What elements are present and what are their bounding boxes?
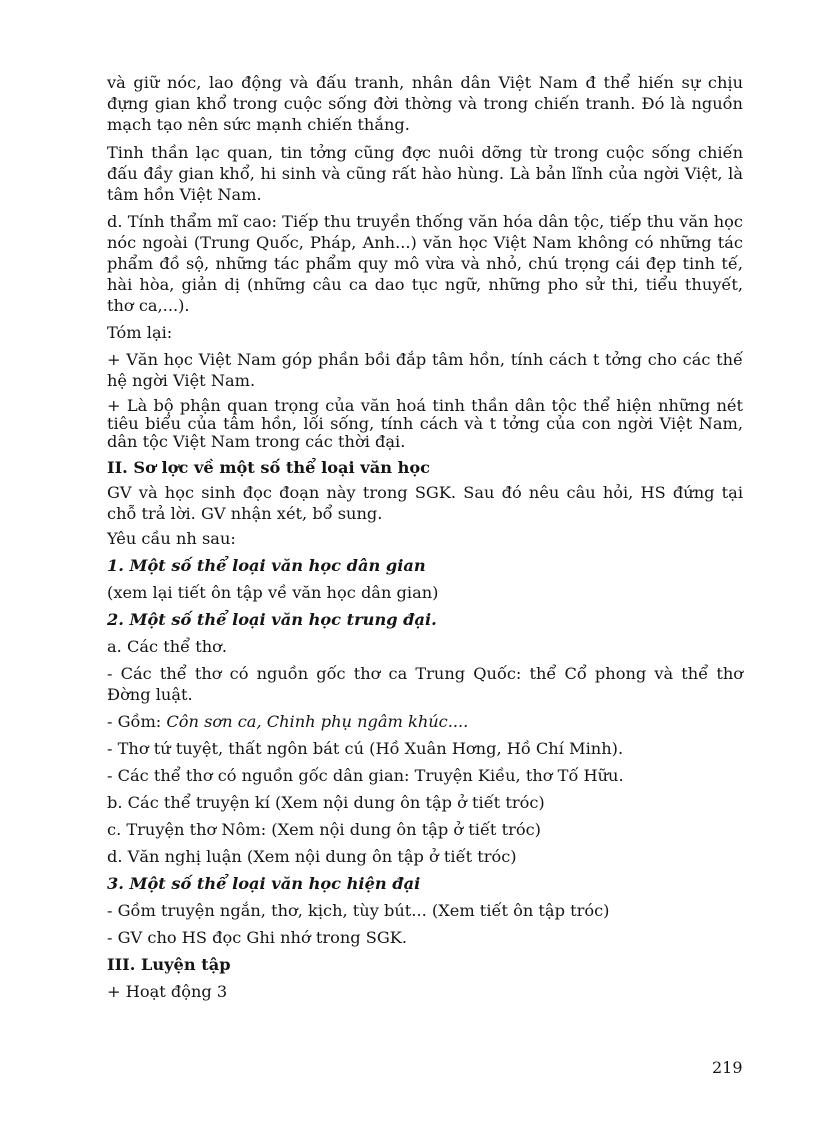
paragraph-chinese-origin-poetry: - Các thể thơ có nguồn gốc thơ ca Trung Quốc: thể Cổ phong và thể thơ Đờng luật. xyxy=(107,664,743,704)
paragraph-quatrains: - Thơ tứ tuyệt, thất ngôn bát cú (Hồ Xuân Hơng, Hồ Chí Minh). xyxy=(107,739,624,758)
paragraph-narratives: b. Các thể truyện kí (Xem nội dung ôn tập ở tiết tróc) xyxy=(107,793,545,812)
paragraph-summary-point-1: + Văn học Việt Nam góp phần bồi đắp tâm hồn, tính cách t tởng cho các thế hệ ngời Việt Nam. xyxy=(107,350,743,390)
subheading-modern-literature: 3. Một số thể loại văn học hiện đại xyxy=(107,874,421,893)
paragraph-modern-genres: - Gồm truyện ngắn, thơ, kịch, tùy bút... (Xem tiết ôn tập tróc) xyxy=(107,901,610,920)
section-heading-practice: III. Luyện tập xyxy=(107,955,231,974)
paragraph-poetry-forms: a. Các thể thơ. xyxy=(107,637,228,656)
paragraph-optimism xyxy=(107,142,743,205)
paragraph-folk-origin-poetry: - Các thể thơ có nguồn gốc dân gian: Truyện Kiều, thơ Tố Hữu. xyxy=(107,766,624,785)
paragraph-activity: + Hoạt động 3 xyxy=(107,982,228,1001)
document-page xyxy=(107,72,743,1008)
subheading-folk-literature: 1. Một số thể loại văn học dân gian xyxy=(107,556,426,575)
section-heading-genres: II. Sơ lợc về một số thể loại văn học xyxy=(107,458,431,477)
paragraph-requirements: Yêu cầu nh sau: xyxy=(107,529,236,548)
paragraph-text: Tinh thần lạc quan, tin tởng cũng đợc nuôi dỡng từ trong cuộc sống chiến đấu đầy gian khổ, hi sinh và cũng rất hào hùng. Là bản lĩnh của ngời Việt, là tâm hồn Việt Nam. xyxy=(107,143,743,204)
paragraph-includes xyxy=(107,711,743,732)
includes-works: Côn sơn ca, Chinh phụ ngâm khúc.... xyxy=(166,712,469,731)
paragraph-argumentative: d. Văn nghị luận (Xem nội dung ôn tập ở tiết tróc) xyxy=(107,847,517,866)
subheading-medieval-literature: 2. Một số thể loại văn học trung đại. xyxy=(107,610,437,629)
paragraph-text: d. Tính thẩm mĩ cao: Tiếp thu truyền thống văn hóa dân tộc, tiếp thu văn học nóc ngoài (Trung Quốc, Pháp, Anh...) văn học Việt Nam không có những tác phẩm đồ sộ, những tác phẩm quy mô vừa và nhỏ, chú trọng cái đẹp tinh tế, hài hòa, giản dị (những câu ca dao tục ngữ, những pho sử thi, tiểu thuyết, thơ ca,...). xyxy=(107,212,743,315)
paragraph-notes: - GV cho HS đọc Ghi nhớ trong SGK. xyxy=(107,928,408,947)
paragraph-summary-label: Tóm lại: xyxy=(107,323,173,342)
paragraph-nom-verse: c. Truyện thơ Nôm: (Xem nội dung ôn tập ở tiết tróc) xyxy=(107,820,541,839)
paragraph-summary-point-2: + Là bộ phận quan trọng của văn hoá tinh thần dân tộc thể hiện những nét tiêu biểu của tâm hồn, lối sống, tính cách và t tởng của con ngời Việt Nam, dân tộc Việt Nam trong các thời đại. xyxy=(107,396,743,451)
paragraph-aesthetics xyxy=(107,211,743,316)
page-number: 219 xyxy=(712,1058,743,1077)
paragraph-instructions: GV và học sinh đọc đoạn này trong SGK. Sau đó nêu câu hỏi, HS đứng tại chỗ trả lời. GV nhận xét, bổ sung. xyxy=(107,483,743,523)
paragraph-folk-review: (xem lại tiết ôn tập về văn học dân gian) xyxy=(107,583,439,602)
paragraph-tradition-endurance xyxy=(107,72,743,135)
includes-prefix: - Gồm: xyxy=(107,712,167,731)
paragraph-text: và giữ nóc, lao động và đấu tranh, nhân dân Việt Nam đ thể hiến sự chịu đựng gian khổ trong cuộc sống đời thờng và trong chiến tranh. Đó là nguồn mạch tạo nên sức mạnh chiến thắng. xyxy=(107,73,743,134)
